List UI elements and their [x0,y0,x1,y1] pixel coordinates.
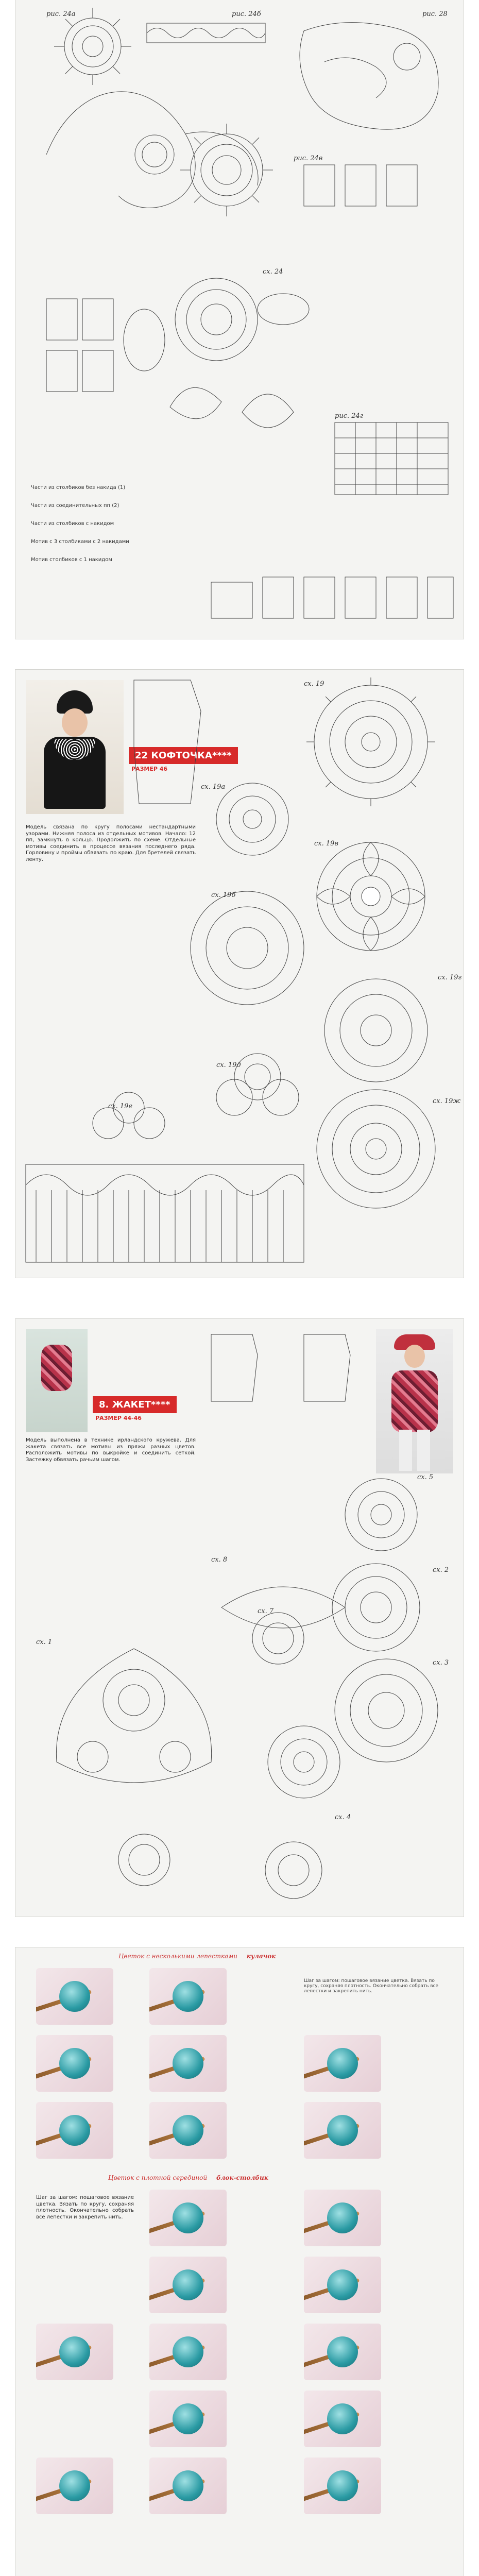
figure-label: сх. 19в [314,840,338,848]
figure-label: сх. 19г [438,974,461,981]
figure-label: рис. 24г [335,412,364,420]
section-banner [118,1953,276,1960]
figure-label: сх. 8 [211,1556,228,1564]
pattern-note: Части из столбиков без накида (1) [31,485,126,490]
pattern-note: Мотив с 3 столбиками с 2 накидами [31,539,129,545]
banner-text: Цветок с несколькими лепестками [118,1953,238,1960]
step-photo [304,2102,381,2159]
step-photo [149,2257,227,2313]
step-photo [149,2391,227,2447]
figure-label: сх. 24 [263,268,283,276]
crochet-diagram-page-2 [15,670,464,1278]
step-caption: Шаг за шагом: пошаговое вязание цветка. Вязать по кругу, сохраняя плотность. Окончательно собрать все лепестки и закрепить нить. [304,1978,439,1994]
banner-accent: блок-столбик [216,2174,268,2181]
figure-label: сх. 19б [211,891,236,899]
description: Модель выполнена в технике ирландского кружева. Для жакета связать все мотивы из пряжи разных цветов. Расположить мотивы по выкройке и соединить сеткой. Застежку обвязать рачьим шагом. [26,1437,196,1463]
step-description: Шаг за шагом: пошаговое вязание цветка. Вязать по кругу, сохраняя плотность. Окончательно собрать все лепестки и закрепить нить. [36,2195,134,2220]
figure-label: сх. 5 [417,1473,434,1481]
page-1-pattern-sheet [15,0,464,639]
figure-label: сх. 19е [108,1103,133,1110]
pattern-note: Мотив столбиков с 1 накидом [31,557,112,563]
step-photo [36,2102,113,2159]
step-photo [36,2324,113,2380]
step-photo [149,2102,227,2159]
page-4-step-by-step [15,1947,464,2576]
banner-accent: кулачок [246,1953,276,1960]
page-2-blouse [15,670,464,1278]
crochet-diagram-page-3 [15,1319,464,1917]
step-photo [149,2324,227,2380]
step-photo [149,2458,227,2514]
pattern-note: Части из столбиков с накидом [31,521,114,527]
figure-label: сх. 19а [201,783,226,791]
step-photo [36,2458,113,2514]
step-photo [304,2035,381,2092]
size-label: РАЗМЕР 46 [131,766,168,772]
figure-label: сх. 4 [335,1814,351,1821]
step-photo [304,2458,381,2514]
section-banner-2 [108,2174,268,2181]
figure-label: сх. 7 [258,1607,274,1615]
banner-text: Цветок с плотной серединой [108,2174,208,2181]
step-photo [304,2257,381,2313]
figure-label: рис. 24а [46,10,76,18]
step-photo [36,1968,113,2025]
step-photo [304,2190,381,2246]
figure-label: сх. 19д [216,1061,241,1069]
figure-label: сх. 19ж [433,1097,461,1105]
step-photo [304,2391,381,2447]
step-photo [149,2190,227,2246]
page-3-jacket [15,1319,464,1917]
pattern-note: Части из соединительных пп (2) [31,503,119,509]
figure-label: сх. 3 [433,1659,449,1667]
figure-label: рис. 24б [232,10,261,18]
description: Модель связана по кругу полосами нестандартными узорами. Нижняя полоса из отдельных мотивов. Начало: 12 пп, замкнуть в кольцо. Продолжить по схеме. Отдельные мотивы соединить в процессе вязания последнего ряда. Горловину и проймы обвязать по краю. Для бретелей связать ленту. [26,824,196,862]
step-photo [149,2035,227,2092]
page-title: 22 КОФТОЧКА**** [129,747,238,764]
figure-label: рис. 28 [422,10,448,18]
figure-label: сх. 2 [433,1566,449,1574]
figure-label: рис. 24в [294,155,323,162]
page-title: 8. ЖАКЕТ**** [93,1396,177,1413]
size-label: РАЗМЕР 44-46 [95,1415,142,1421]
step-photo [149,1968,227,2025]
figure-label: сх. 1 [36,1638,53,1646]
figure-label: сх. 19 [304,680,324,688]
step-photo [36,2035,113,2092]
step-photo [304,2324,381,2380]
